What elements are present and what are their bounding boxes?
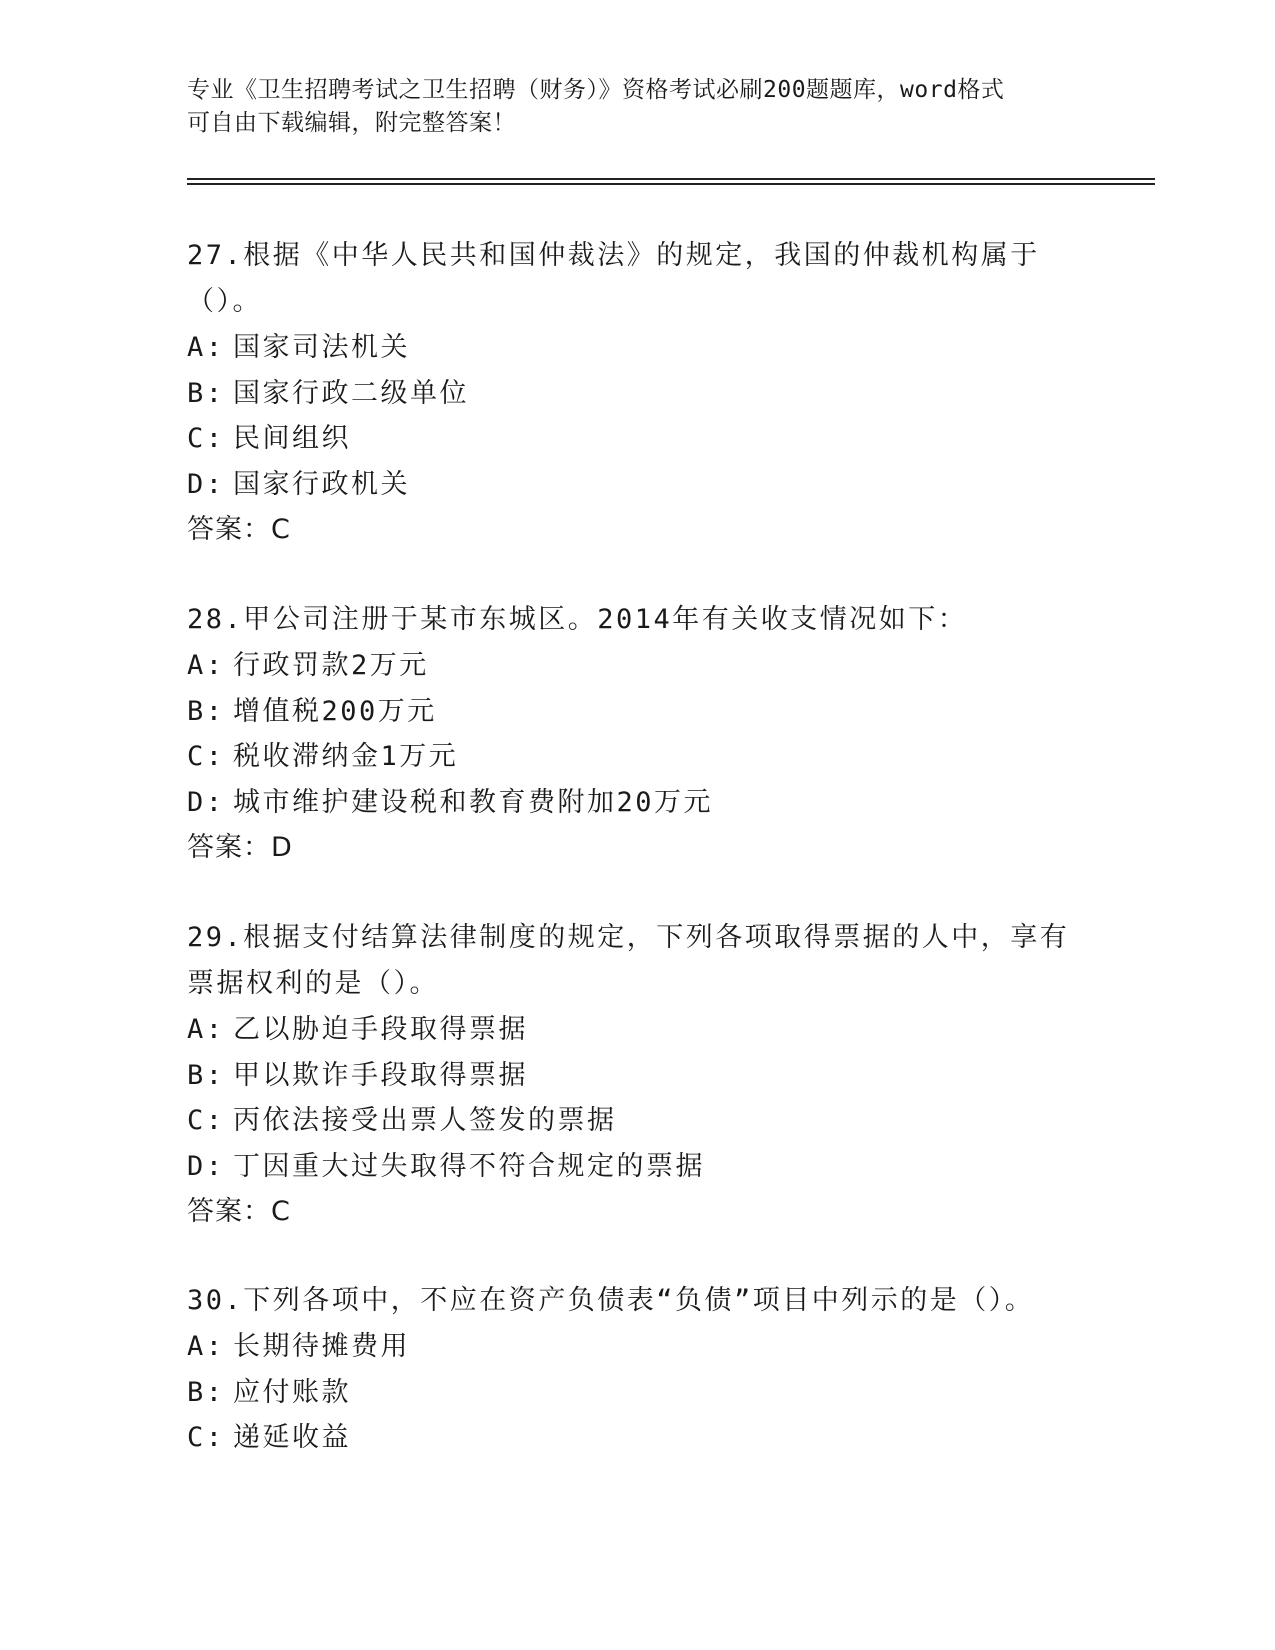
question-stem: 30.下列各项中，不应在资产负债表“负债”项目中列示的是（）。 — [187, 1285, 1035, 1316]
option-text: 行政罚款2万元 — [233, 650, 429, 681]
option-text: 国家行政机关 — [233, 468, 410, 500]
option-text: 递延收益 — [233, 1422, 351, 1453]
option-letter: D: — [187, 786, 225, 818]
header-divider-bottom — [187, 183, 1155, 185]
answer-text: 答案：C — [187, 1196, 291, 1227]
question-30 — [187, 1278, 1087, 1461]
option-text: 国家行政二级单位 — [233, 377, 469, 409]
option-text: 长期待摊费用 — [233, 1331, 410, 1362]
option-letter: C: — [187, 1422, 225, 1453]
option-text: 丁因重大过失取得不符合规定的票据 — [233, 1150, 705, 1182]
option-letter: A: — [187, 1014, 225, 1045]
option-letter: D: — [187, 468, 225, 500]
option-c — [187, 416, 1087, 462]
question-29 — [187, 915, 1087, 1235]
option-letter: A: — [187, 650, 225, 681]
option-d — [187, 462, 1087, 508]
option-text: 甲以欺诈手段取得票据 — [233, 1059, 528, 1091]
option-d — [187, 780, 1087, 826]
option-text: 城市维护建设税和教育费附加20万元 — [233, 786, 714, 818]
option-text: 应付账款 — [233, 1376, 351, 1408]
option-a — [187, 1324, 1087, 1370]
option-text: 民间组织 — [233, 423, 351, 454]
option-text: 税收滞纳金1万元 — [233, 741, 459, 772]
question-stem: 29.根据支付结算法律制度的规定，下列各项取得票据的人中，享有票据权利的是（）。 — [187, 922, 1070, 999]
answer-text: 答案：C — [187, 514, 291, 545]
option-letter: C: — [187, 741, 225, 772]
question-28 — [187, 597, 1087, 871]
option-letter: B: — [187, 695, 225, 727]
option-c — [187, 734, 1087, 780]
header-divider-top — [187, 178, 1155, 180]
option-letter: D: — [187, 1150, 225, 1182]
option-letter: B: — [187, 1376, 225, 1408]
option-letter: C: — [187, 1105, 225, 1136]
option-a — [187, 1007, 1087, 1053]
option-b — [187, 1053, 1087, 1099]
answer-text: 答案：D — [187, 832, 293, 863]
header-line-1: 专业《卫生招聘考试之卫生招聘（财务）》资格考试必刷200题题库，word格式 — [187, 77, 1005, 103]
option-d — [187, 1144, 1087, 1190]
option-text: 国家司法机关 — [233, 332, 410, 363]
option-text: 增值税200万元 — [233, 695, 437, 727]
document-header — [187, 74, 1087, 140]
option-letter: C: — [187, 423, 225, 454]
option-letter: B: — [187, 377, 225, 409]
option-c — [187, 1415, 1087, 1461]
option-text: 乙以胁迫手段取得票据 — [233, 1014, 528, 1045]
option-b — [187, 1370, 1087, 1416]
option-b — [187, 689, 1087, 735]
question-stem: 27.根据《中华人民共和国仲裁法》的规定，我国的仲裁机构属于（）。 — [187, 240, 1040, 317]
option-b — [187, 371, 1087, 417]
option-letter: A: — [187, 332, 225, 363]
question-stem: 28.甲公司注册于某市东城区。2014年有关收支情况如下： — [187, 604, 968, 635]
option-letter: A: — [187, 1331, 225, 1362]
question-27 — [187, 233, 1087, 553]
option-letter: B: — [187, 1059, 225, 1091]
option-a — [187, 325, 1087, 371]
option-text: 丙依法接受出票人签发的票据 — [233, 1105, 617, 1136]
option-a — [187, 643, 1087, 689]
option-c — [187, 1098, 1087, 1144]
header-line-2: 可自由下载编辑，附完整答案！ — [187, 110, 516, 136]
